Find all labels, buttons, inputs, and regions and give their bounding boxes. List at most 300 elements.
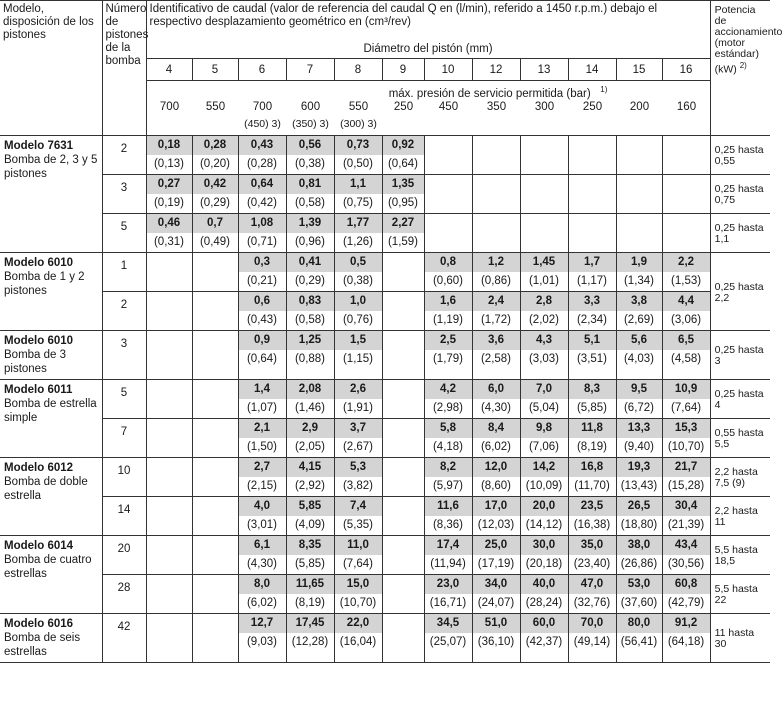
displacement-value: (6,02)	[246, 597, 278, 609]
flow-cell	[424, 575, 472, 614]
flow-cell	[286, 458, 334, 497]
flow-value: 1,9	[617, 253, 662, 272]
displacement-value: (0,71)	[246, 236, 278, 248]
displacement-value: (37,60)	[620, 597, 658, 609]
flow-value: 3,8	[617, 292, 662, 311]
pressure-cell: 450	[438, 101, 459, 113]
flow-cell	[334, 575, 382, 614]
displacement-value	[193, 272, 238, 291]
flow-value: 12,0	[473, 458, 520, 477]
displacement-value: (20,18)	[525, 558, 563, 570]
pressure-cell: 300	[534, 101, 555, 113]
flow-cell	[472, 214, 520, 253]
piston-count: 20	[102, 536, 146, 575]
flow-value: 0,18	[147, 136, 192, 155]
displacement-value: (4,03)	[623, 353, 655, 365]
flow-cell	[192, 380, 238, 419]
flow-value: 4,15	[287, 458, 334, 477]
power-cell: 0,25 hasta 0,75	[710, 175, 770, 214]
displacement-value	[193, 350, 238, 369]
flow-value: 34,5	[425, 614, 472, 633]
flow-cell	[424, 331, 472, 380]
model-cell	[0, 614, 102, 663]
flow-value: 2,4	[473, 292, 520, 311]
pressure-cell: 250	[393, 101, 414, 113]
flow-value: 1,5	[335, 331, 382, 350]
flow-cell	[662, 575, 710, 614]
flow-cell	[238, 292, 286, 331]
displacement-value: (10,70)	[667, 441, 705, 453]
flow-value: 2,7	[239, 458, 286, 477]
flow-cell	[286, 614, 334, 663]
pressure-cell: 700	[252, 101, 273, 113]
flow-cell	[286, 292, 334, 331]
flow-value	[521, 214, 568, 233]
diameter-cell: 12	[472, 59, 520, 81]
displacement-value: (7,64)	[671, 402, 702, 414]
displacement-value: (6,72)	[623, 402, 655, 414]
diameter-cell: 16	[662, 59, 710, 81]
displacement-value: (16,71)	[429, 597, 467, 609]
table-row	[0, 380, 770, 419]
flow-cell	[238, 536, 286, 575]
flow-cell	[334, 419, 382, 458]
flow-value: 5,1	[569, 331, 616, 350]
flow-value: 34,0	[473, 575, 520, 594]
flow-value: 0,92	[383, 136, 424, 155]
flow-cell	[192, 136, 238, 175]
pressure-block	[146, 81, 710, 136]
displacement-value: (0,96)	[294, 236, 326, 248]
displacement-value	[663, 155, 710, 174]
flow-value: 0,41	[287, 253, 334, 272]
flow-value: 8,3	[569, 380, 616, 399]
displacement-value	[147, 594, 192, 613]
table-row	[0, 136, 770, 175]
flow-cell	[520, 253, 568, 292]
flow-value: 11,8	[569, 419, 616, 438]
flow-value: 43,4	[663, 536, 710, 555]
displacement-value	[617, 155, 662, 174]
displacement-value: (0,95)	[387, 197, 419, 209]
flow-cell	[286, 575, 334, 614]
flow-cell	[424, 458, 472, 497]
flow-cell	[520, 497, 568, 536]
flow-cell	[520, 614, 568, 663]
pressure-cell: 550	[205, 101, 226, 113]
pressure-alt-cell	[569, 118, 617, 135]
flow-value: 30,0	[521, 536, 568, 555]
displacement-value: (1,46)	[294, 402, 326, 414]
flow-cell	[382, 458, 424, 497]
displacement-value: (1,53)	[671, 275, 702, 287]
table-row	[0, 614, 770, 663]
flow-value	[521, 136, 568, 155]
displacement-value: (10,09)	[525, 480, 563, 492]
displacement-value	[425, 155, 472, 174]
flow-value	[193, 419, 238, 438]
flow-value: 3,3	[569, 292, 616, 311]
displacement-value	[193, 399, 238, 418]
displacement-value	[147, 438, 192, 457]
flow-value	[663, 136, 710, 155]
flow-cell	[334, 331, 382, 380]
power-cell: 2,2 hasta 7,5 (9)	[710, 458, 770, 497]
displacement-value: (2,34)	[576, 314, 608, 326]
flow-value: 21,7	[663, 458, 710, 477]
displacement-value	[383, 311, 424, 330]
flow-value: 16,8	[569, 458, 616, 477]
flow-value	[193, 575, 238, 594]
flow-value: 20,0	[521, 497, 568, 516]
flow-cell	[568, 253, 616, 292]
power-cell: 11 hasta 30	[710, 614, 770, 663]
diameter-cell: 15	[616, 59, 662, 81]
flow-value: 1,1	[335, 175, 382, 194]
flow-cell	[334, 380, 382, 419]
flow-value: 2,08	[287, 380, 334, 399]
flow-cell	[146, 292, 192, 331]
flow-cell	[424, 292, 472, 331]
displacement-value: (4,09)	[294, 519, 326, 531]
power-cell: 0,25 hasta 4	[710, 380, 770, 419]
piston-count: 1	[102, 253, 146, 292]
displacement-value	[569, 233, 616, 252]
pressure-alt-cell: (350) 3)	[292, 118, 329, 130]
displacement-value: (1,72)	[480, 314, 512, 326]
flow-cell	[192, 419, 238, 458]
flow-value: 7,0	[521, 380, 568, 399]
flow-cell	[192, 253, 238, 292]
displacement-value: (0,76)	[342, 314, 374, 326]
model-name: Modelo 6011	[4, 384, 73, 396]
flow-value: 13,3	[617, 419, 662, 438]
flow-cell	[382, 497, 424, 536]
flow-value: 3,6	[473, 331, 520, 350]
flow-cell	[520, 536, 568, 575]
flow-cell	[520, 214, 568, 253]
piston-count: 28	[102, 575, 146, 614]
flow-value: 47,0	[569, 575, 616, 594]
flow-value	[425, 175, 472, 194]
table-row	[0, 175, 770, 214]
flow-cell	[568, 536, 616, 575]
flow-value: 2,1	[239, 419, 286, 438]
flow-cell	[146, 419, 192, 458]
flow-cell	[472, 292, 520, 331]
model-cell	[0, 458, 102, 536]
displacement-value	[617, 194, 662, 213]
table-row	[0, 214, 770, 253]
displacement-value	[617, 233, 662, 252]
flow-value	[617, 214, 662, 233]
flow-cell	[520, 331, 568, 380]
flow-value: 8,4	[473, 419, 520, 438]
displacement-value	[193, 594, 238, 613]
flow-cell	[146, 536, 192, 575]
displacement-value: (5,35)	[342, 519, 374, 531]
displacement-value: (24,07)	[477, 597, 515, 609]
flow-value	[383, 575, 424, 594]
displacement-value: (0,88)	[294, 353, 326, 365]
pressure-alt-cell	[473, 118, 521, 135]
flow-cell	[662, 214, 710, 253]
flow-value	[147, 419, 192, 438]
model-description: Bomba de 3 pistones	[4, 349, 67, 375]
displacement-value: (9,03)	[246, 636, 278, 648]
displacement-value: (0,29)	[294, 275, 326, 287]
displacement-value: (11,70)	[574, 480, 610, 492]
displacement-value: (0,60)	[432, 275, 464, 287]
flow-cell	[568, 380, 616, 419]
diameter-cell: 13	[520, 59, 568, 81]
displacement-value: (8,60)	[480, 480, 512, 492]
flow-value	[383, 253, 424, 272]
displacement-value	[473, 155, 520, 174]
flow-cell	[146, 214, 192, 253]
diameter-cell: 6	[238, 59, 286, 81]
pressure-cell: 200	[629, 101, 650, 113]
flow-value: 0,3	[239, 253, 286, 272]
displacement-value: (0,58)	[294, 197, 326, 209]
flow-value	[147, 614, 192, 633]
displacement-value: (21,39)	[667, 519, 705, 531]
displacement-value: (3,06)	[671, 314, 702, 326]
displacement-value: (2,92)	[294, 480, 326, 492]
diameter-cell: 9	[382, 59, 424, 81]
flow-value: 0,73	[335, 136, 382, 155]
flow-value	[425, 214, 472, 233]
flow-cell	[662, 175, 710, 214]
flow-cell	[238, 419, 286, 458]
flow-value: 1,08	[239, 214, 286, 233]
flow-cell	[334, 497, 382, 536]
flow-value: 30,4	[663, 497, 710, 516]
displacement-value: (7,64)	[342, 558, 374, 570]
flow-cell	[382, 253, 424, 292]
flow-cell	[382, 175, 424, 214]
flow-cell	[146, 136, 192, 175]
flow-cell	[568, 419, 616, 458]
flow-cell	[146, 380, 192, 419]
piston-count: 2	[102, 292, 146, 331]
flow-value: 6,0	[473, 380, 520, 399]
displacement-value	[147, 399, 192, 418]
flow-cell	[616, 458, 662, 497]
flow-cell	[472, 175, 520, 214]
flow-cell	[424, 419, 472, 458]
flow-cell	[286, 136, 334, 175]
displacement-value: (28,24)	[525, 597, 563, 609]
displacement-value	[383, 438, 424, 457]
flow-cell	[568, 614, 616, 663]
flow-value: 1,4	[239, 380, 286, 399]
flow-cell	[662, 136, 710, 175]
power-note: 2)	[739, 61, 747, 70]
flow-value: 3,7	[335, 419, 382, 438]
flow-cell	[238, 253, 286, 292]
flow-value: 8,0	[239, 575, 286, 594]
displacement-value	[383, 350, 424, 369]
displacement-value: (1,91)	[342, 402, 374, 414]
piston-count: 2	[102, 136, 146, 175]
displacement-value: (16,38)	[573, 519, 611, 531]
flow-cell	[238, 175, 286, 214]
flow-value	[569, 214, 616, 233]
flow-cell	[616, 175, 662, 214]
flow-value: 60,8	[663, 575, 710, 594]
flow-cell	[520, 380, 568, 419]
flow-value: 17,4	[425, 536, 472, 555]
flow-cell	[146, 253, 192, 292]
flow-cell	[662, 614, 710, 663]
flow-cell	[238, 380, 286, 419]
flow-cell	[662, 292, 710, 331]
displacement-value: (3,01)	[246, 519, 278, 531]
flow-cell	[472, 253, 520, 292]
header-power	[710, 1, 782, 136]
flow-value: 2,8	[521, 292, 568, 311]
piston-count: 5	[102, 214, 146, 253]
displacement-value	[147, 272, 192, 291]
power-cell: 0,25 hasta 2,2	[710, 253, 770, 331]
flow-value	[663, 214, 710, 233]
displacement-value	[663, 194, 710, 213]
flow-value	[147, 497, 192, 516]
flow-cell	[616, 292, 662, 331]
displacement-value: (3,82)	[342, 480, 374, 492]
flow-cell	[616, 419, 662, 458]
displacement-value	[147, 477, 192, 496]
displacement-value	[383, 516, 424, 535]
flow-cell	[334, 292, 382, 331]
flow-cell	[286, 497, 334, 536]
flow-value: 6,5	[663, 331, 710, 350]
flow-cell	[334, 253, 382, 292]
power-label: Potencia de accionamiento (motor estándar) (kW)	[714, 4, 782, 76]
piston-count: 5	[102, 380, 146, 419]
displacement-value	[473, 233, 520, 252]
displacement-value: (1,59)	[387, 236, 419, 248]
piston-count: 10	[102, 458, 146, 497]
displacement-value: (1,17)	[576, 275, 608, 287]
flow-cell	[520, 458, 568, 497]
displacement-value: (2,69)	[623, 314, 655, 326]
flow-value: 1,7	[569, 253, 616, 272]
flow-cell	[146, 175, 192, 214]
flow-value: 4,3	[521, 331, 568, 350]
flow-cell	[520, 419, 568, 458]
flow-cell	[472, 419, 520, 458]
flow-value	[147, 575, 192, 594]
displacement-value: (12,28)	[291, 636, 329, 648]
flow-value: 4,2	[425, 380, 472, 399]
flow-cell	[662, 380, 710, 419]
flow-value	[473, 136, 520, 155]
flow-cell	[146, 331, 192, 380]
flow-value: 0,83	[287, 292, 334, 311]
flow-cell	[382, 419, 424, 458]
displacement-value: (36,10)	[477, 636, 515, 648]
flow-cell	[616, 136, 662, 175]
displacement-value	[521, 194, 568, 213]
flow-cell	[424, 380, 472, 419]
header-number: Número de pistones de la bomba	[102, 1, 146, 136]
flow-value: 0,46	[147, 214, 192, 233]
pressure-note: 1)	[600, 85, 608, 94]
flow-value	[569, 136, 616, 155]
pressure-cell: 350	[486, 101, 507, 113]
flow-value	[383, 419, 424, 438]
displacement-value: (4,58)	[671, 353, 702, 365]
displacement-value	[193, 438, 238, 457]
flow-cell	[424, 136, 472, 175]
flow-cell	[238, 136, 286, 175]
flow-cell	[334, 458, 382, 497]
flow-value	[383, 331, 424, 350]
flow-value: 5,6	[617, 331, 662, 350]
flow-value	[147, 380, 192, 399]
flow-value: 2,5	[425, 331, 472, 350]
flow-cell	[568, 214, 616, 253]
flow-cell	[520, 292, 568, 331]
flow-cell	[192, 175, 238, 214]
flow-cell	[616, 575, 662, 614]
displacement-value: (4,30)	[246, 558, 278, 570]
flow-cell	[286, 253, 334, 292]
flow-value: 2,27	[383, 214, 424, 233]
flow-value: 0,56	[287, 136, 334, 155]
displacement-value: (0,64)	[387, 158, 419, 170]
table-row	[0, 419, 770, 458]
flow-value: 4,0	[239, 497, 286, 516]
flow-value	[147, 292, 192, 311]
displacement-value: (0,13)	[153, 158, 185, 170]
flow-value: 80,0	[617, 614, 662, 633]
flow-value: 53,0	[617, 575, 662, 594]
piston-count: 42	[102, 614, 146, 663]
displacement-value: (1,07)	[246, 402, 278, 414]
displacement-value: (11,94)	[430, 558, 466, 570]
flow-value	[617, 136, 662, 155]
flow-value: 0,8	[425, 253, 472, 272]
displacement-value: (10,70)	[339, 597, 377, 609]
flow-cell	[382, 292, 424, 331]
flow-cell	[192, 536, 238, 575]
pressure-title	[147, 81, 710, 101]
displacement-value	[569, 155, 616, 174]
displacement-value: (1,79)	[432, 353, 464, 365]
flow-value: 25,0	[473, 536, 520, 555]
flow-cell	[472, 536, 520, 575]
displacement-value: (0,21)	[246, 275, 278, 287]
displacement-value: (5,04)	[528, 402, 560, 414]
flow-value: 40,0	[521, 575, 568, 594]
displacement-value: (7,06)	[528, 441, 560, 453]
flow-value: 0,7	[193, 214, 238, 233]
flow-value	[383, 380, 424, 399]
pressure-alt-cell: (450) 3)	[244, 118, 281, 130]
displacement-value: (9,40)	[623, 441, 655, 453]
displacement-value	[193, 516, 238, 535]
displacement-value	[425, 233, 472, 252]
flow-cell	[520, 575, 568, 614]
flow-value	[383, 292, 424, 311]
flow-cell	[238, 497, 286, 536]
displacement-value: (0,29)	[199, 197, 231, 209]
flow-value: 0,9	[239, 331, 286, 350]
flow-cell	[382, 614, 424, 663]
